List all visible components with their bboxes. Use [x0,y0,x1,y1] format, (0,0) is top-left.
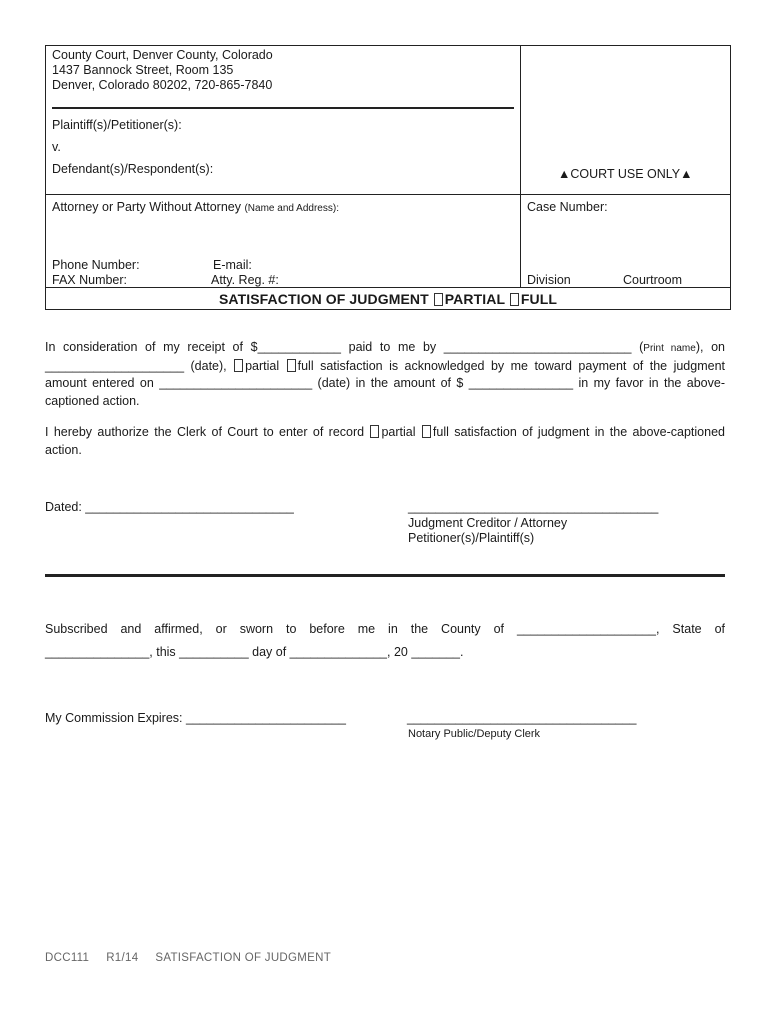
creditor-label-line1: Judgment Creditor / Attorney [408,516,568,530]
p2-full-checkbox[interactable] [422,425,431,438]
division-label: Division [527,273,571,287]
notary-line1 [45,622,725,636]
creditor-signature-label [408,516,567,546]
p2-partial-checkbox[interactable] [370,425,379,438]
court-street: 1437 Bannock Street, Room 135 [52,63,234,77]
notary-signature-label: Notary Public/Deputy Clerk [408,728,541,740]
caption-row-divider [45,194,731,195]
attorney-label-colon: : [336,203,339,214]
footer-form-id: DCC111 [45,952,90,964]
commission-expires-field[interactable]: My Commission Expires: _______________________ [45,711,346,725]
p1-part-b: ), on ____________________ (date), [45,340,726,373]
title-full-label: FULL [520,291,558,307]
court-city-phone: Denver, Colorado 80202, 720-865-7840 [52,78,273,92]
court-address [52,48,273,93]
creditor-signature-line[interactable]: ____________________________________ [408,500,659,514]
title-partial-checkbox[interactable] [434,293,443,306]
court-info-underline [52,107,514,109]
consideration-paragraph [45,339,725,410]
notary-line2: _______________, this __________ day of ______________, 20 _______. [45,645,464,659]
attorney-label [52,200,339,214]
p1-partial-label: partial [245,358,280,373]
p1-part-a: In consideration of my receipt of $____________ paid to me by ___________________________ ( [45,340,644,354]
court-use-only-label: ▲COURT USE ONLY▲ [558,167,693,181]
title-full-checkbox[interactable] [510,293,519,306]
attorney-label-note: (Name and Address) [244,203,337,214]
form-title-text: SATISFACTION OF JUDGMENT [218,291,429,307]
plaintiff-label: Plaintiff(s)/Petitioner(s): [52,118,182,132]
courtroom-label: Courtroom [623,273,683,287]
atty-reg-label: Atty. Reg. #: [211,273,279,287]
p1-print-name: Print name [643,343,696,354]
p1-full-checkbox[interactable] [287,359,296,372]
fax-label: FAX Number: [52,273,128,287]
notary-line1-text: Subscribed and affirmed, or sworn to before me in the County of ____________________, State of [45,622,725,636]
title-partial-label: PARTIAL [444,291,505,307]
p1-full-text: full satisfaction is acknowledged by me toward payment of the judgment amount entered on ______________________ (date) in the amount of $ _______________ in my favor in the above-captioned action. [45,358,725,408]
phone-label: Phone Number: [52,258,140,272]
footer-revision: R1/14 [106,952,139,964]
court-name: County Court, Denver County, Colorado [52,48,273,62]
section-separator [45,574,725,577]
p2-full-text: full satisfaction of judgment in the above-captioned action. [45,425,725,457]
creditor-label-line2: Petitioner(s)/Plaintiff(s) [408,531,535,545]
dated-field[interactable]: Dated: ______________________________ [45,500,294,514]
form-title [45,291,731,307]
p1-partial-checkbox[interactable] [234,359,243,372]
case-number-label: Case Number: [527,200,608,214]
authorization-paragraph [45,424,725,459]
footer-form-title: SATISFACTION OF JUDGMENT [155,952,332,964]
title-row-divider [45,287,731,288]
notary-signature-line[interactable]: _________________________________ [407,711,637,725]
versus-label: v. [52,140,61,154]
form-footer [45,952,331,964]
email-label: E-mail: [213,258,252,272]
p2-partial-label: partial [381,425,416,439]
attorney-label-text: Attorney or Party Without Attorney [52,200,241,214]
caption-vertical-divider [520,45,521,287]
p2-part-a: I hereby authorize the Clerk of Court to enter of record [45,425,370,439]
defendant-label: Defendant(s)/Respondent(s): [52,162,214,176]
